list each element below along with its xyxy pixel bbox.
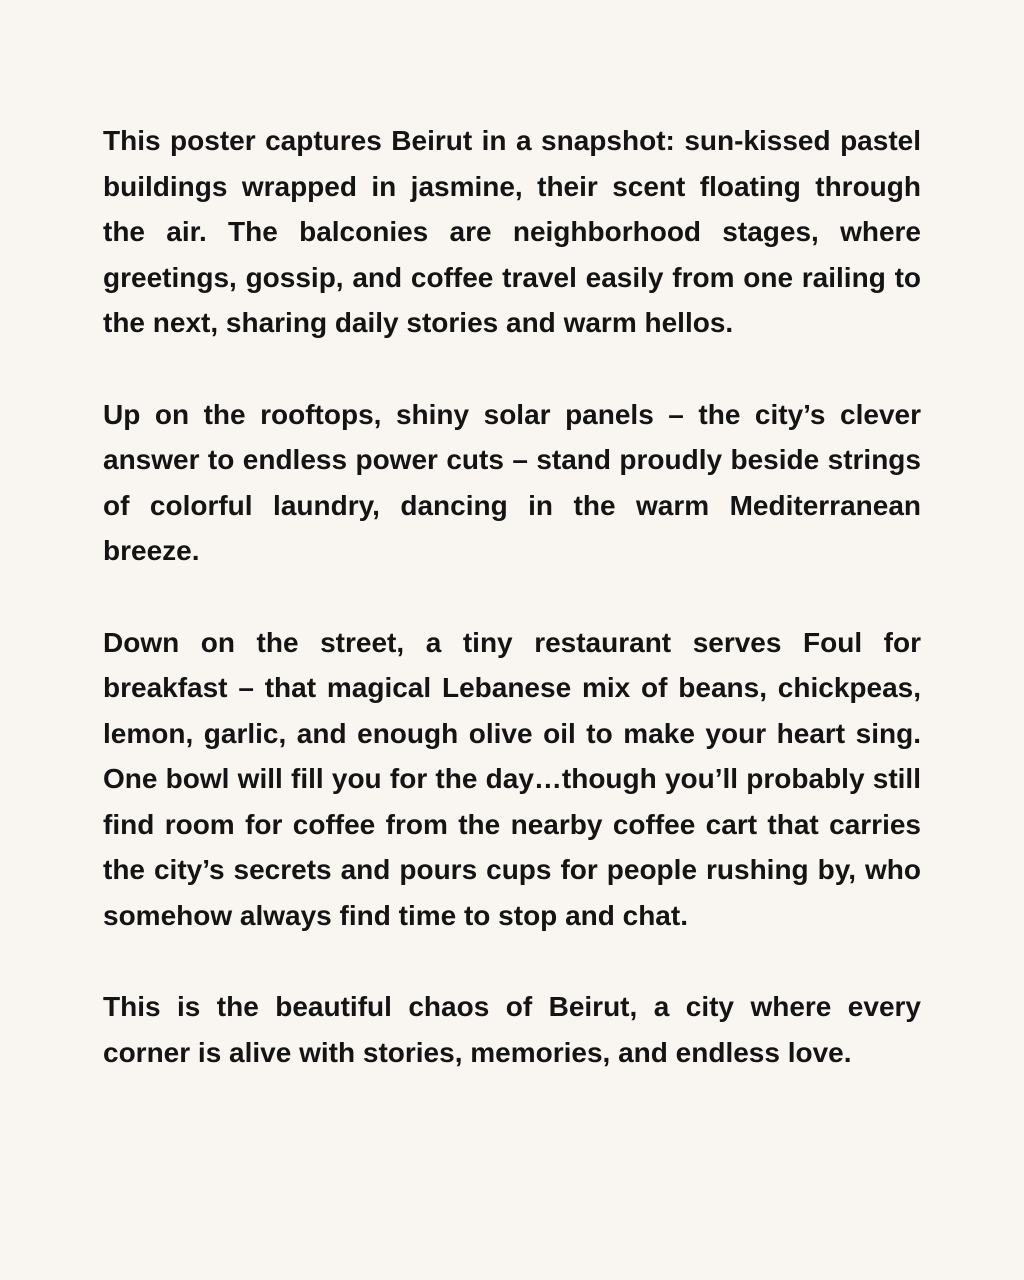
paragraph-rooftops: Up on the rooftops, shiny solar panels – the city’s clever answer to endless power cuts – stand proudly beside strings of colorful laundry, dancing in the warm Mediterranean breeze. xyxy=(103,398,921,566)
paragraph-street-breakfast: Down on the street, a tiny restaurant serves Foul for breakfast – that magical Lebanese mix of beans, chickpeas, lemon, garlic, and enough olive oil to make your heart sing. One bowl will fill you for the day…though you’ll probably still find room for coffee from the nearby coffee cart that carries the city’s secrets and pours cups for people rushing by, who somehow always find time to stop and chat. xyxy=(103,626,921,931)
paragraph-beautiful-chaos: This is the beautiful chaos of Beirut, a city where every corner is alive with stories, memories, and endless love. xyxy=(103,991,921,1068)
paragraph-beirut-snapshot: This poster captures Beirut in a snapshot: sun-kissed pastel buildings wrapped in jasmine, their scent floating through the air. The balconies are neighborhood stages, where greetings, gossip, and coffee travel easily from one railing to the next, sharing daily stories and warm hellos. xyxy=(103,125,921,338)
